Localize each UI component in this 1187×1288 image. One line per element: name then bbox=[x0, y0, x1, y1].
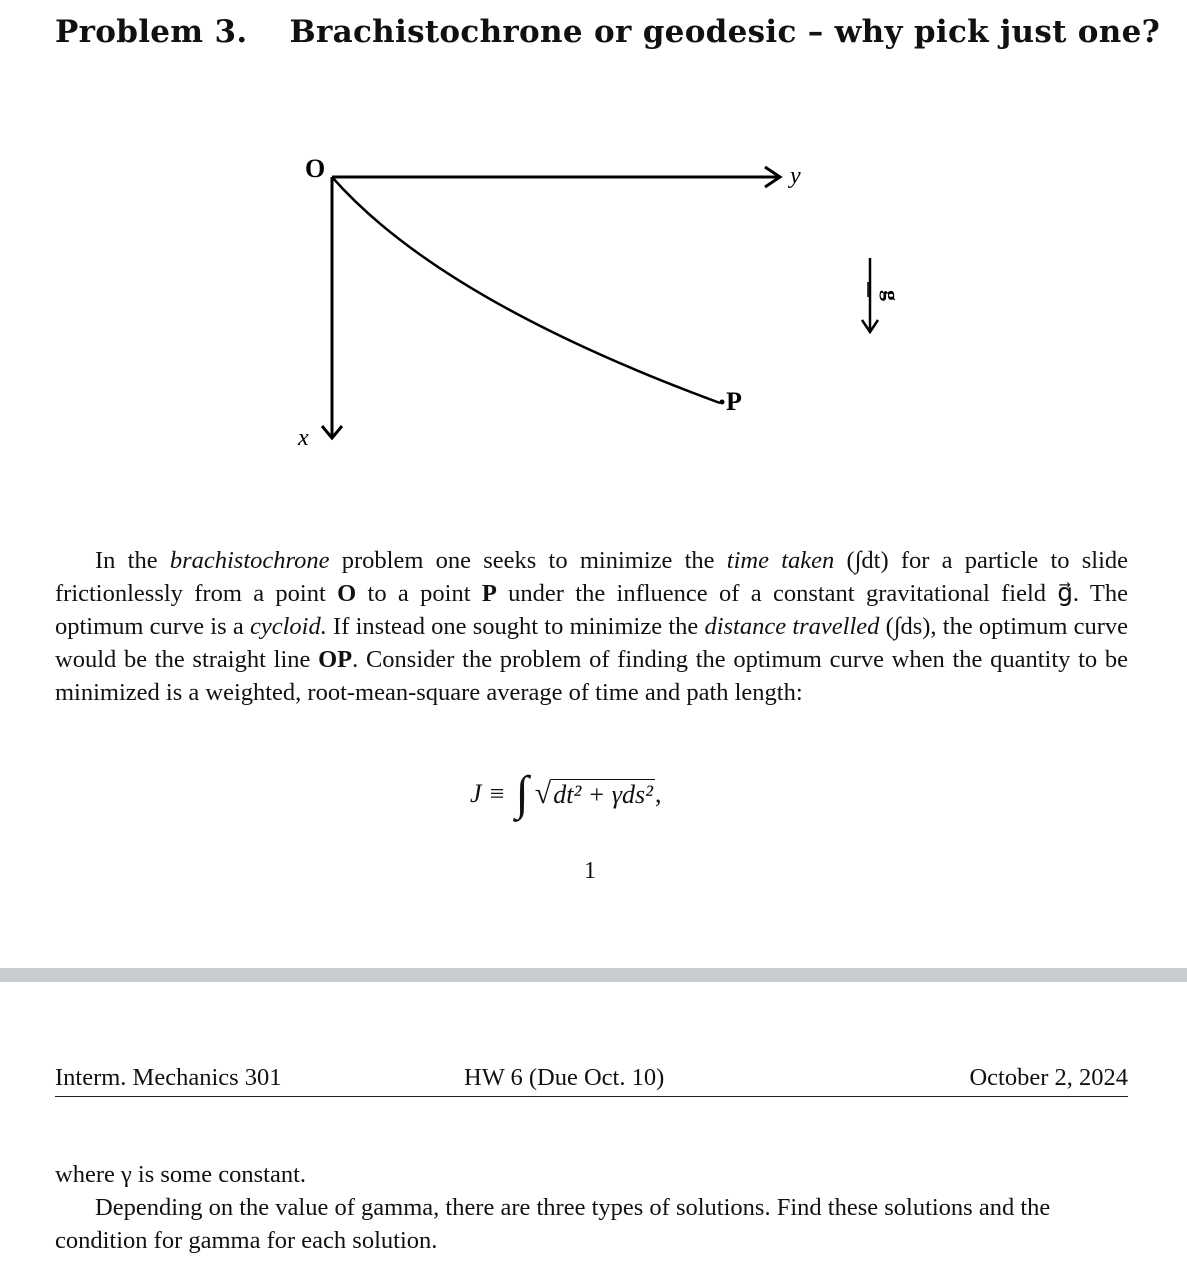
optimum-curve bbox=[332, 177, 720, 403]
para-text: In the bbox=[95, 547, 170, 574]
page-number: 1 bbox=[584, 858, 596, 884]
equation-comma: , bbox=[654, 779, 662, 808]
para-text: (∫dt) for a particle to slide frictionlessly from a point bbox=[55, 547, 1129, 607]
para-text: If instead one sought to minimize the bbox=[326, 613, 705, 640]
problem-continuation bbox=[55, 1158, 1128, 1257]
instruction-paragraph bbox=[55, 1191, 1128, 1257]
integral-sign: ∫ bbox=[515, 767, 529, 820]
origin-label: O bbox=[305, 154, 326, 183]
equation-j bbox=[470, 767, 662, 820]
brachistochrone-figure bbox=[290, 150, 910, 450]
y-axis-label: y bbox=[790, 163, 801, 189]
point-p-dot bbox=[720, 400, 725, 405]
para-term-brachistochrone: brachistochrone bbox=[169, 547, 330, 574]
equation-radicand: dt² + γds² bbox=[553, 779, 653, 809]
sqrt-sign: √ bbox=[534, 777, 552, 810]
problem-title bbox=[55, 14, 1160, 50]
point-p-label: P bbox=[726, 387, 742, 416]
x-axis-label: x bbox=[298, 425, 309, 450]
instruction-text: Depending on the value of gamma, there are three types of solutions. Find these solutions and the condition for gamma for each solution. bbox=[55, 1194, 1051, 1254]
para-term-cycloid: cycloid. bbox=[249, 613, 327, 640]
para-line-op: OP bbox=[318, 646, 353, 673]
continuation-line: where γ is some constant. bbox=[55, 1161, 307, 1188]
page-header bbox=[55, 1064, 1128, 1097]
para-term-distance: distance travelled bbox=[704, 613, 880, 640]
para-point-o: O bbox=[337, 580, 357, 607]
para-text: to a point bbox=[356, 580, 482, 607]
para-text: (∫ds), the optimum curve would be the straight line bbox=[55, 613, 1128, 673]
problem-statement bbox=[55, 544, 1128, 709]
para-term-time-taken: time taken bbox=[726, 547, 835, 574]
para-text: . Consider the problem of finding the optimum curve when the quantity to be minimized is a weighted, root-mean-square average of time and path length: bbox=[55, 646, 1128, 706]
para-text: under the influence of a constant gravitational field g⃗. The optimum curve is a bbox=[55, 580, 1128, 640]
header-date: October 2, 2024 bbox=[969, 1064, 1128, 1091]
para-point-p: P bbox=[481, 580, 497, 607]
page-divider bbox=[0, 968, 1187, 982]
equation-lhs: J ≡ bbox=[470, 779, 506, 808]
gravity-label: g bbox=[879, 290, 904, 301]
header-course: Interm. Mechanics 301 bbox=[55, 1064, 282, 1091]
para-text: problem one seeks to minimize the bbox=[329, 547, 727, 574]
problem-number: Problem 3. bbox=[55, 14, 248, 50]
problem-heading: Brachistochrone or geodesic – why pick just one? bbox=[289, 14, 1161, 50]
header-homework: HW 6 (Due Oct. 10) bbox=[464, 1064, 665, 1091]
